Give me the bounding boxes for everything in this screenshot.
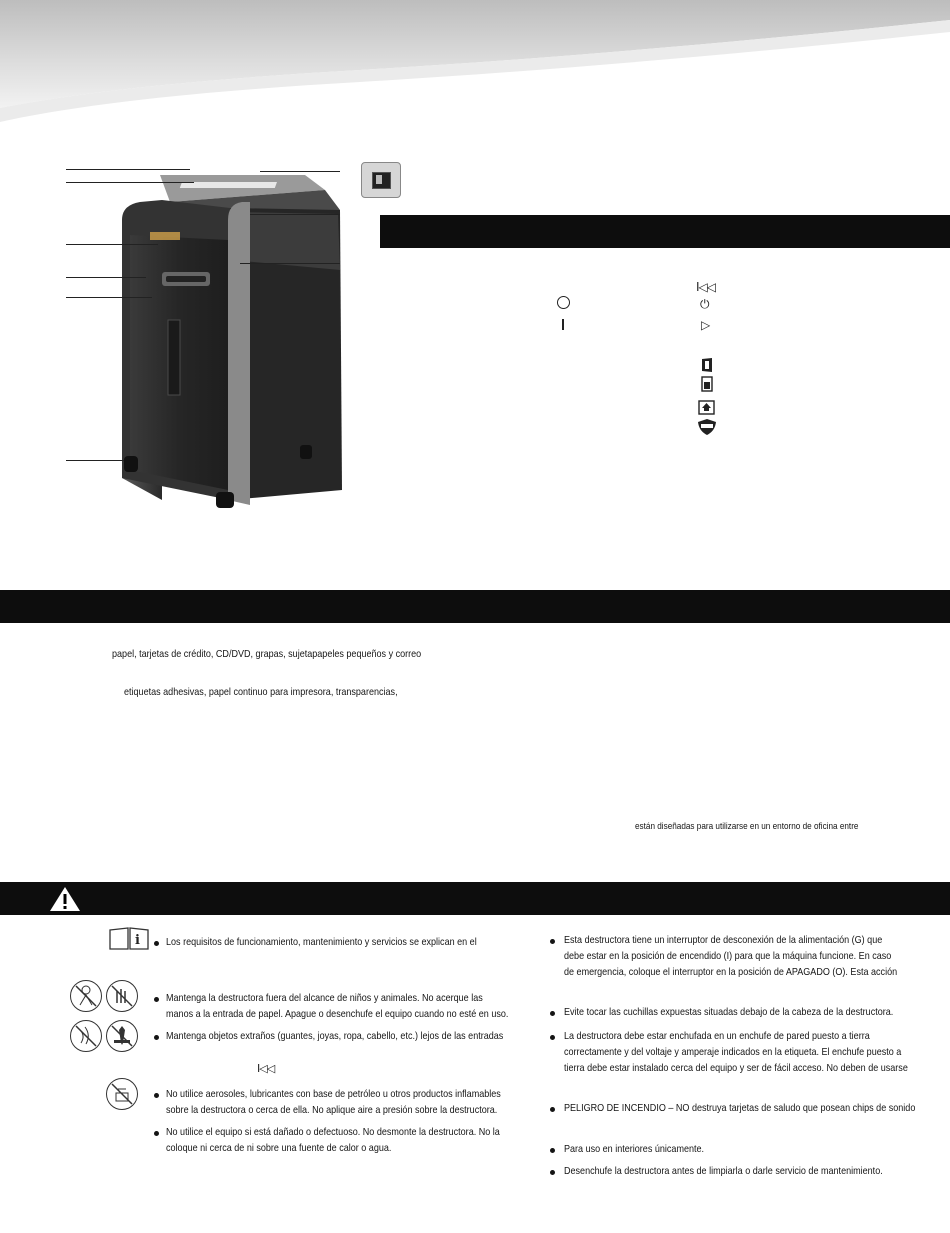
section-header-bar: [0, 590, 950, 623]
warning-left-5-line-1: No utilice el equipo si está dañado o defectuoso. No desmonte la destructora. No la: [166, 1126, 500, 1138]
warning-left-5-line-2: coloque ni cerca de ni sobre una fuente de calor o agua.: [166, 1142, 392, 1154]
warning-left-4-line-2: sobre la destructora o cerca de ella. No aplique aire a presión sobre la destructora.: [166, 1104, 498, 1116]
warning-right-bullet-2: [550, 1011, 555, 1016]
forward-symbol: ▷: [701, 318, 711, 332]
warning-right-1-line-2: debe estar en la posición de encendido (I) para que la máquina funcione. En caso: [564, 950, 892, 962]
svg-text:i: i: [135, 933, 140, 948]
header-swoosh: [0, 0, 950, 125]
callout-line-a: [66, 169, 190, 170]
warning-left-bullet-1: [154, 941, 159, 946]
callout-line-g: [260, 171, 340, 172]
no-hair-icon: [70, 1020, 102, 1052]
callout-line-f: [66, 460, 124, 461]
materials-line-2: etiquetas adhesivas, papel continuo para impresora, transparencias,: [124, 686, 398, 698]
no-aerosol-icon: [106, 1078, 138, 1110]
warning-left-bullet-5: [154, 1131, 159, 1136]
warning-right-bullet-4: [550, 1107, 555, 1112]
warning-left-4-line-1: No utilice aerosoles, lubricantes con base de petróleo u otros productos inflamables: [166, 1088, 501, 1100]
reverse-symbol: I◁◁: [696, 280, 715, 294]
warning-left-2-line-1: Mantenga la destructora fuera del alcance de niños y animales. No acerque las: [166, 992, 483, 1004]
warning-right-6-line-1: Desenchufe la destructora antes de limpiarla o darle servicio de mantenimiento.: [564, 1165, 883, 1177]
warning-right-bullet-3: [550, 1035, 555, 1040]
warning-left-1-line-1: Los requisitos de funcionamiento, mantenimiento y servicios se explican en el: [166, 936, 477, 948]
bin-full-icon: [700, 376, 714, 392]
callout-line-d: [66, 277, 146, 278]
warning-right-bullet-5: [550, 1148, 555, 1153]
no-children-icon: [70, 980, 102, 1012]
shredder-illustration: [110, 160, 350, 510]
safesense-icon: [697, 418, 717, 436]
cover-open-icon: [698, 399, 715, 415]
warning-right-4-line-1: PELIGRO DE INCENDIO – NO destruya tarjetas de saludo que posean chips de sonido: [564, 1102, 916, 1114]
warning-triangle-icon: [48, 885, 82, 913]
safety-header-bar: [0, 882, 950, 915]
callout-line-h: [250, 214, 340, 215]
power-switch-icon: [361, 162, 401, 198]
callout-line-i: [240, 263, 340, 264]
warning-left-3-line-1: Mantenga objetos extraños (guantes, joyas, ropa, cabello, etc.) lejos de las entradas: [166, 1030, 504, 1042]
manual-info-icon: [108, 927, 150, 951]
warning-right-3-line-1: La destructora debe estar enchufada en un enchufe de pared puesto a tierra: [564, 1030, 870, 1042]
on-symbol: [562, 319, 564, 330]
warning-left-bullet-4: [154, 1093, 159, 1098]
controls-header-bar: [380, 215, 950, 248]
warning-right-bullet-6: [550, 1170, 555, 1175]
environment-line: están diseñadas para utilizarse en un entorno de oficina entre: [635, 821, 859, 832]
warning-right-bullet-1: [550, 939, 555, 944]
power-symbol: ⏻: [700, 297, 710, 311]
off-symbol: [557, 296, 570, 309]
no-ties-icon: [106, 1020, 138, 1052]
callout-line-c: [66, 244, 158, 245]
reverse-glyph-inline: I◁◁: [257, 1062, 275, 1075]
callout-line-e: [66, 297, 152, 298]
jam-icon: [700, 357, 714, 373]
warning-right-2-line-1: Evite tocar las cuchillas expuestas situadas debajo de la cabeza de la destructora.: [564, 1006, 894, 1018]
warning-left-bullet-2: [154, 997, 159, 1002]
warning-right-5-line-1: Para uso en interiores únicamente.: [564, 1143, 705, 1155]
materials-line-1: papel, tarjetas de crédito, CD/DVD, grapas, sujetapapeles pequeños y correo: [112, 648, 422, 660]
warning-right-3-line-2: correctamente y del voltaje y amperaje indicados en la etiqueta. El enchufe puesto a: [564, 1046, 902, 1058]
warning-right-1-line-3: de emergencia, coloque el interruptor en la posición de APAGADO (O). Esta acción: [564, 966, 898, 978]
callout-line-b: [66, 182, 194, 183]
warning-right-3-line-3: tierra debe estar instalado cerca del equipo y ser de fácil acceso. No deben de usarse: [564, 1062, 908, 1074]
warning-left-2-line-2: manos a la entrada de papel. Apague o desenchufe el equipo cuando no esté en uso.: [166, 1008, 509, 1020]
warning-left-bullet-3: [154, 1035, 159, 1040]
no-hands-icon: [106, 980, 138, 1012]
warning-right-1-line-1: Esta destructora tiene un interruptor de desconexión de la alimentación (G) que: [564, 934, 883, 946]
